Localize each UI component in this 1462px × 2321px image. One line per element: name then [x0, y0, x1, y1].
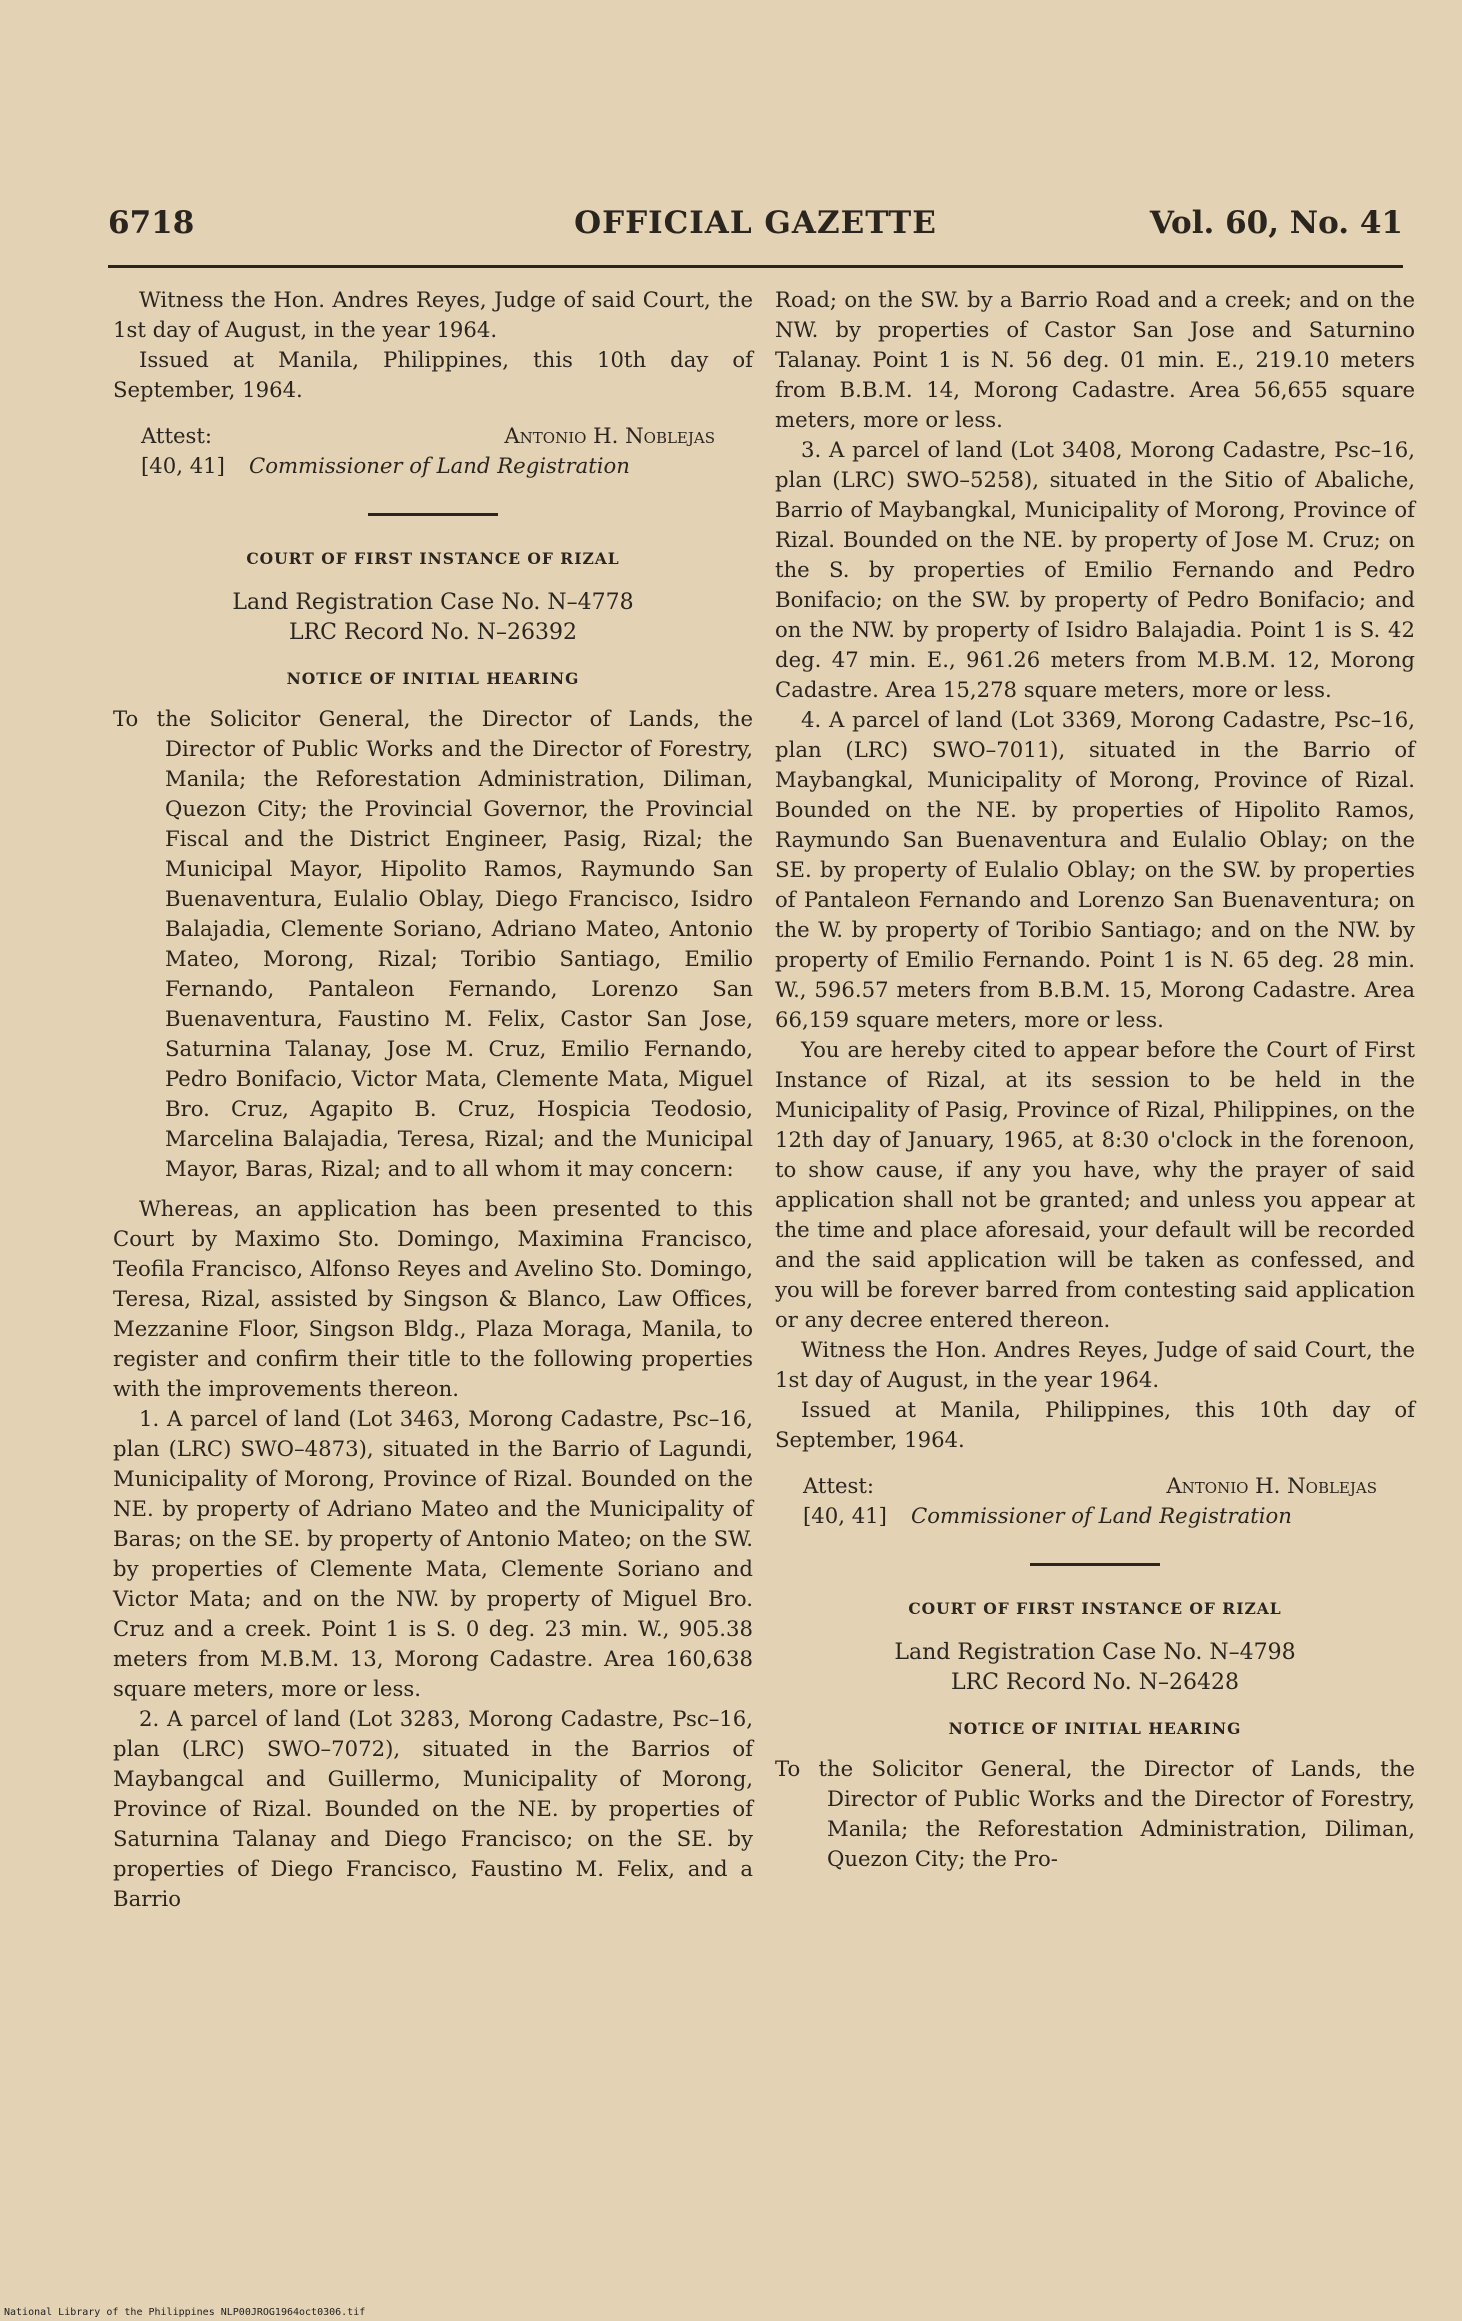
parcel-2-continued: Road; on the SW. by a Barrio Road and a creek; and on the NW. by properties of Castor San Jose and Saturnino Talanay. Point 1 is N. 56 deg. 01 min. E., 219.10 meters from B.B.M. 14, Morong Cadastre. Area 56,655 square meters, more or less.	[775, 287, 1415, 432]
section-divider	[368, 513, 498, 516]
lrc-record: LRC Record No. N–26392	[288, 620, 578, 645]
addressees-paragraph: To the Solicitor General, the Director of Lands, the Director of Public Works and the Director of Forestry, Manila; the Reforestation Administration, Diliman, Quezon City; the Provincial Governor, the Provincial Fiscal and the District Engineer, Pasig, Rizal; the Municipal Mayor, Hipolito Ramos, Raymundo San Buenaventura, Eulalio Oblay, Diego Francisco, Isidro Balajadia, Clemente Soriano, Adriano Mateo, Antonio Mateo, Morong, Rizal; Toribio Santiago, Emilio Fernando, Pantaleon Fernando, Lorenzo San Buenaventura, Faustino M. Felix, Castor San Jose, Saturnina Talanay, Jose M. Cruz, Emilio Fernando, Pedro Bonifacio, Victor Mata, Clemente Mata, Miguel Bro. Cruz, Agapito B. Cruz, Hospicia Teodosio, Marcelina Balajadia, Teresa, Rizal; and the Municipal Mayor, Baras, Rizal; and to all whom it may concern:	[113, 706, 753, 1181]
court-heading: COURT OF FIRST INSTANCE OF RIZAL	[908, 1599, 1282, 1618]
whereas-paragraph: Whereas, an application has been presented to this Court by Maximo Sto. Domingo, Maximina Francisco, Teofila Francisco, Alfonso Reyes and Avelino Sto. Domingo, Teresa, Rizal, assisted by Singson & Blanco, Law Offices, Mezzanine Floor, Singson Bldg., Plaza Moraga, Manila, to register and confirm their title to the following properties with the improvements thereon.	[113, 1196, 753, 1401]
parcel-2-paragraph: 2. A parcel of land (Lot 3283, Morong Cadastre, Psc–16, plan (LRC) SWO–7072), situated in the Barrios of Maybangcal and Guillermo, Municipality of Morong, Province of Rizal. Bounded on the NE. by properties of Saturnina Talanay and Diego Francisco; on the SE. by properties of Diego Francisco, Faustino M. Felix, and a Barrio	[113, 1706, 753, 1911]
citation-paragraph: You are hereby cited to appear before the Court of First Instance of Rizal, at its session to be held in the Municipality of Pasig, Province of Rizal, Philippines, on the 12th day of January, 1965, at 8:30 o'clock in the forenoon, to show cause, if any you have, why the prayer of said application shall not be granted; and unless you appear at the time and place aforesaid, your default will be recorded and the said application will be taken as confessed, and you will be forever barred from contesting said application or any decree entered thereon.	[775, 1037, 1415, 1332]
addressees-paragraph: To the Solicitor General, the Director of Lands, the Director of Public Works and the Director of Forestry, Manila; the Reforestation Administration, Diliman, Quezon City; the Pro-	[775, 1756, 1415, 1871]
parcel-3-paragraph: 3. A parcel of land (Lot 3408, Morong Cadastre, Psc–16, plan (LRC) SWO–5258), situated in the Sitio of Abaliche, Barrio of Maybangkal, Municipality of Morong, Province of Rizal. Bounded on the NE. by property of Jose M. Cruz; on the S. by properties of Emilio Fernando and Pedro Bonifacio; on the SW. by property of Pedro Bonifacio; and on the NW. by property of Isidro Balajadia. Point 1 is S. 42 deg. 47 min. E., 961.26 meters from M.B.M. 12, Morong Cadastre. Area 15,278 square meters, more or less.	[775, 437, 1415, 702]
attest-title-line	[113, 451, 753, 481]
right-column	[775, 285, 1415, 1874]
attest-ref: [40, 41]	[803, 1503, 887, 1528]
section-divider	[1030, 1563, 1160, 1566]
left-column	[113, 285, 753, 1914]
court-heading: COURT OF FIRST INSTANCE OF RIZAL	[246, 549, 620, 568]
attest-title-line	[775, 1501, 1415, 1531]
page-number: 6718	[108, 205, 195, 241]
attest-title: Commissioner of Land Registration	[911, 1503, 1292, 1528]
publication-title: OFFICIAL GAZETTE	[574, 205, 937, 241]
notice-heading: NOTICE OF INITIAL HEARING	[948, 1719, 1242, 1738]
scan-footer: National Library of the Philippines NLP00JROG1964oct0306.tif	[4, 2307, 366, 2318]
volume-number: Vol. 60, No. 41	[1149, 205, 1403, 241]
issued-paragraph: Issued at Manila, Philippines, this 10th day of September, 1964.	[775, 1397, 1415, 1452]
case-number: Land Registration Case No. N–4778	[232, 590, 634, 615]
attest-ref: [40, 41]	[141, 453, 225, 478]
lrc-record: LRC Record No. N–26428	[950, 1670, 1240, 1695]
attest-name: Antonio H. Noblejas	[504, 423, 715, 448]
parcel-4-paragraph: 4. A parcel of land (Lot 3369, Morong Cadastre, Psc–16, plan (LRC) SWO–7011), situated in the Barrio of Maybangkal, Municipality of Morong, Province of Rizal. Bounded on the NE. by properties of Hipolito Ramos, Raymundo San Buenaventura and Eulalio Oblay; on the SE. by property of Eulalio Oblay; on the SW. by properties of Pantaleon Fernando and Lorenzo San Buenaventura; on the W. by property of Toribio Santiago; and on the NW. by property of Emilio Fernando. Point 1 is N. 65 deg. 28 min. W., 596.57 meters from B.B.M. 15, Morong Cadastre. Area 66,159 square meters, more or less.	[775, 707, 1415, 1032]
case-number: Land Registration Case No. N–4798	[894, 1640, 1296, 1665]
attest-label: Attest:	[141, 423, 213, 448]
attest-label: Attest:	[803, 1473, 875, 1498]
issued-paragraph: Issued at Manila, Philippines, this 10th day of September, 1964.	[113, 347, 753, 402]
attest-name: Antonio H. Noblejas	[1166, 1473, 1377, 1498]
attest-title: Commissioner of Land Registration	[249, 453, 630, 478]
page-header	[108, 205, 1403, 249]
attest-line	[113, 421, 753, 451]
header-rule	[108, 265, 1403, 268]
attest-line	[775, 1471, 1415, 1501]
notice-heading: NOTICE OF INITIAL HEARING	[286, 669, 580, 688]
parcel-1-paragraph: 1. A parcel of land (Lot 3463, Morong Cadastre, Psc–16, plan (LRC) SWO–4873), situated in the Barrio of Lagundi, Municipality of Morong, Province of Rizal. Bounded on the NE. by property of Adriano Mateo and the Municipality of Baras; on the SE. by property of Antonio Mateo; on the SW. by properties of Clemente Mata, Clemente Soriano and Victor Mata; and on the NW. by property of Miguel Bro. Cruz and a creek. Point 1 is S. 0 deg. 23 min. W., 905.38 meters from M.B.M. 13, Morong Cadastre. Area 160,638 square meters, more or less.	[113, 1406, 753, 1701]
witness-paragraph: Witness the Hon. Andres Reyes, Judge of said Court, the 1st day of August, in the year 1964.	[775, 1337, 1415, 1392]
witness-paragraph: Witness the Hon. Andres Reyes, Judge of said Court, the 1st day of August, in the year 1964.	[113, 287, 753, 342]
